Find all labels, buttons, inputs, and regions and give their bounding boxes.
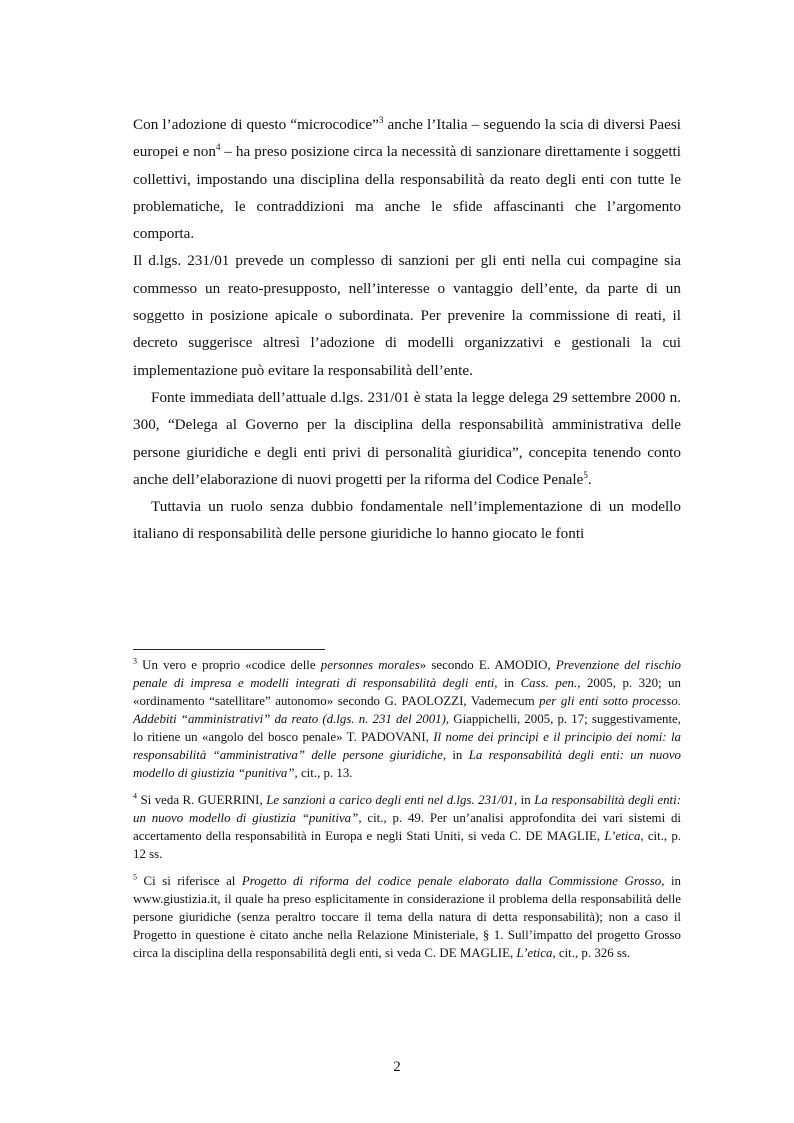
footnote-italic: Prevenzione del rischio penale di impresa e modelli integrati di responsabilità degli enti (133, 658, 681, 690)
footnote-text: , Giappichelli, 2005, p. 17; suggestivamente, lo ritiene un «angolo del bosco penale» T. PADOVANI, (133, 712, 682, 744)
footnote-number: 3 (133, 656, 137, 666)
paragraph-3 (133, 384, 681, 493)
footnote-italic: personnes morales (320, 658, 420, 672)
footnote-text: , in (442, 748, 469, 762)
footnote-ref-4: 4 (215, 142, 221, 153)
footnote-text: , in (494, 676, 521, 690)
page-number: 2 (393, 1059, 401, 1075)
footnote-italic: Progetto di riforma del codice penale elaborato dalla Commissione Grosso (241, 874, 662, 888)
paragraph-3-end: . (587, 470, 592, 488)
footnote-text: , in (513, 793, 535, 807)
footnote-3 (133, 656, 681, 782)
footnote-italic: Le sanzioni a carico degli enti nel d.lgs. 231/01 (266, 793, 514, 807)
footnote-italic: La responsabilità degli enti: un nuovo modello di giustizia “punitiva” (133, 748, 681, 780)
paragraph-1-part-3: – ha preso posizione circa la necessità di sanzionare direttamente i soggetti collettivi, impostando una disciplina della responsabilità da reato degli enti con tutte le problematiche, le contraddizioni ma anche le sfide affascinanti che l’argomento comporta. (133, 143, 681, 243)
paragraph-3-text: Fonte immediata dell’attuale d.lgs. 231/01 è stata la legge delega 29 settembre 2000 n. 300, “Delega al Governo per la disciplina della responsabilità amministrativa delle persone giuridiche e degli enti privi di personalità giuridica”, concepita tenendo conto anche dell’elaborazione di nuovi progetti per la riforma del Codice Penale (133, 388, 681, 488)
paragraph-2: Il d.lgs. 231/01 prevede un complesso di sanzioni per gli enti nella cui compagine sia commesso un reato-presupposto, nell’interesse o vantaggio dell’ente, da parte di un soggetto in posizione apicale o subordinata. Per prevenire la commissione di reati, il decreto suggerisce altresì l’adozione di modelli organizzativi e gestionali la cui implementazione può evitare la responsabilità dell’ente. (133, 252, 681, 379)
footnote-number: 5 (133, 872, 137, 882)
footnote-italic: per gli enti sotto processo. Addebiti “amministrativi” da reato (d.lgs. n. 231 del 2001) (133, 694, 681, 726)
footnote-text: , in www.giustizia.it, il quale ha preso esplicitamente in considerazione il problema della responsabilità delle persone giuridiche (senza peraltro toccare il tema della natura di detta responsabilità); non a caso il Progetto in questione è citato anche nella Relazione Ministeriale, § 1. Sull’impatto del progetto Grosso circa la disciplina della responsabilità degli enti, si veda C. DE MAGLIE, (133, 874, 681, 960)
body-text (133, 111, 681, 548)
paragraph-4: Tuttavia un ruolo senza dubbio fondamentale nell’implementazione di un modello italiano di responsabilità delle persone giuridiche lo hanno giocato le fonti (133, 498, 681, 543)
footnote-text: , cit., p. 13. (294, 766, 353, 780)
footnote-italic: L’etica (516, 946, 553, 960)
footnote-text: Si veda R. GUERRINI, (137, 793, 267, 807)
footnote-5 (133, 872, 681, 962)
footnotes (133, 656, 681, 971)
footnote-text: , cit., p. 12 ss. (133, 829, 681, 861)
footnote-text: , 2005, p. 320; un «ordinamento “satellitare” autonomo» secondo G. PAOLOZZI, Vademecum (133, 676, 681, 708)
footnote-ref-5: 5 (583, 469, 588, 480)
paragraph-1-part-1: Con l’adozione di questo “microcodice” (133, 116, 379, 133)
footnote-text: Un vero e proprio «codice delle (137, 658, 321, 672)
footnote-number: 4 (133, 791, 137, 801)
footnote-italic: Il nome dei principi e il principio dei nomi: la responsabilità “amministrativa” delle persone giuridiche (133, 730, 681, 762)
footnote-italic: Cass. pen. (520, 676, 578, 690)
footnote-4 (133, 791, 681, 863)
footnote-italic: L’etica (604, 829, 641, 843)
paragraph-1-part-2: anche l’Italia – seguendo la scia di diversi Paesi europei e non (133, 116, 682, 161)
footnote-ref-3: 3 (378, 114, 384, 125)
footnote-italic: La responsabilità degli enti: un nuovo modello di giustizia “punitiva” (133, 793, 681, 825)
footnote-text: , cit., p. 49. Per un’analisi approfondita dei vari sistemi di accertamento della responsabilità in Europa e negli Stati Uniti, si veda C. DE MAGLIE, (133, 811, 682, 843)
footnote-text: , cit., p. 326 ss. (552, 946, 631, 960)
footnote-text: » secondo E. AMODIO, (419, 658, 556, 672)
paragraph-1 (133, 111, 681, 247)
footnote-separator (133, 649, 325, 650)
footnote-text: Ci si riferisce al (137, 874, 242, 888)
